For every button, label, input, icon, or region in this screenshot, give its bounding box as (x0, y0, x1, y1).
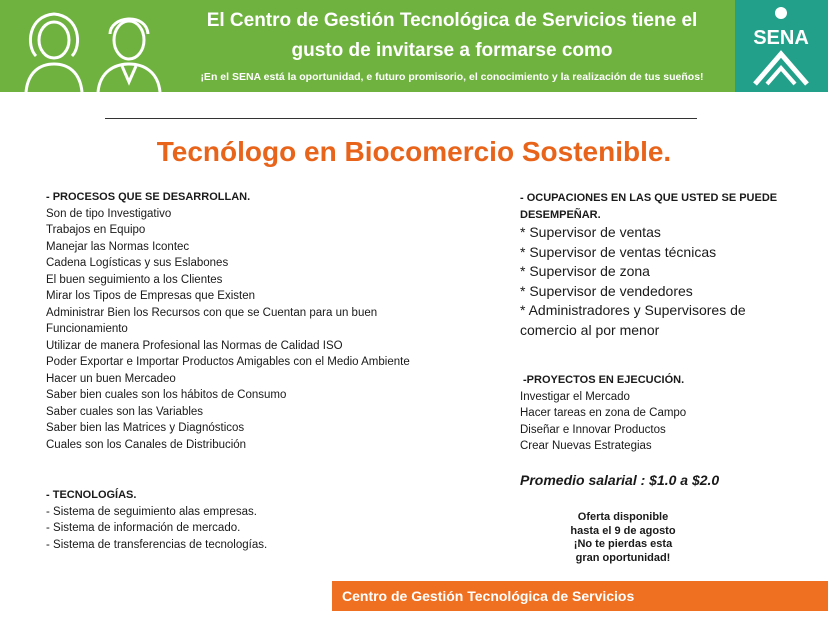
list-item: Cuales son los Canales de Distribución (46, 438, 247, 451)
salary-text: Promedio salarial : $1.0 a $2.0 (520, 472, 720, 488)
ocupaciones-heading: - OCUPACIONES EN LAS QUE USTED SE PUEDE (520, 192, 778, 204)
man-avatar-icon (98, 19, 160, 92)
tecnologias-section (46, 487, 476, 553)
avatars-graphic (18, 6, 168, 92)
list-item: Funcionamiento (46, 323, 128, 335)
offer-line: gran oportunidad! (575, 551, 671, 564)
divider-line (105, 118, 697, 119)
list-item: Diseñar e Innovar Productos (520, 423, 666, 436)
list-item: Poder Exportar e Importar Productos Amigables con el Medio Ambiente (46, 356, 410, 368)
procesos-heading: - PROCESOS QUE SE DESARROLLAN. (46, 191, 251, 203)
list-item: * Supervisor de zona (520, 263, 650, 279)
page-title: Tecnólogo en Biocomercio Sostenible. (156, 136, 672, 167)
list-item: Investigar el Mercado (520, 390, 630, 403)
offer-line: hasta el 9 de agosto (570, 524, 676, 537)
list-item: Saber bien las Matrices y Diagnósticos (46, 422, 245, 434)
woman-avatar-icon (26, 14, 82, 92)
list-item: Utilizar de manera Profesional las Normas de Calidad ISO (46, 339, 343, 352)
list-item: Son de tipo Investigativo (46, 207, 172, 220)
list-item: * Supervisor de ventas (520, 224, 661, 240)
sena-logo-text: SENA (753, 27, 809, 49)
list-item: Administrar Bien los Recursos con que se Cuentan para un buen (46, 306, 378, 319)
list-item: - Sistema de información de mercado. (46, 522, 241, 534)
list-item: Crear Nuevas Estrategias (520, 440, 652, 452)
list-item: Hacer tareas en zona de Campo (520, 407, 687, 419)
list-item: * Administradores y Supervisores de (520, 302, 746, 318)
list-item: Trabajos en Equipo (46, 224, 146, 236)
offer-note (548, 511, 698, 565)
list-item: * Supervisor de vendedores (520, 282, 693, 299)
list-item: comercio al por menor (520, 321, 660, 338)
list-item: - Sistema de seguimiento alas empresas. (46, 505, 257, 518)
header-tagline: ¡En el SENA está la oportunidad, e futuro promisorio, el conocimiento y la realización de tus sueños! (200, 71, 704, 83)
sena-logo (735, 0, 828, 92)
offer-line: ¡No te pierdas esta (573, 538, 673, 550)
header-banner (0, 0, 735, 92)
list-item: * Supervisor de ventas técnicas (520, 243, 717, 260)
offer-line: Oferta disponible (577, 511, 669, 523)
footer-banner: Centro de Gestión Tecnológica de Servicios (332, 581, 828, 611)
header-title-line2: gusto de invitarse a formarse como (291, 40, 613, 61)
list-item: Hacer un buen Mercadeo (46, 372, 176, 385)
list-item: Manejar las Normas Icontec (46, 240, 190, 253)
ocupaciones-heading-cont: DESEMPEÑAR. (520, 208, 601, 221)
list-item: Saber cuales son las Variables (46, 405, 204, 418)
list-item: - Sistema de transferencias de tecnologías. (46, 538, 268, 551)
list-item: El buen seguimiento a los Clientes (46, 273, 223, 286)
left-column (46, 189, 476, 453)
ocupaciones-section (520, 190, 810, 340)
tecnologias-heading: - TECNOLOGÍAS. (46, 489, 137, 501)
list-item: Mirar los Tipos de Empresas que Existen (46, 290, 256, 302)
header-title-line1: El Centro de Gestión Tecnológica de Servicios tiene el (206, 10, 698, 31)
procesos-list (46, 206, 476, 454)
proyectos-heading: -PROYECTOS EN EJECUCIÓN. (523, 374, 685, 386)
proyectos-section (520, 372, 810, 455)
list-item: Cadena Logísticas y sus Eslabones (46, 257, 229, 269)
list-item: Saber bien cuales son los hábitos de Consumo (46, 389, 287, 401)
sena-logo-icon (735, 0, 828, 92)
